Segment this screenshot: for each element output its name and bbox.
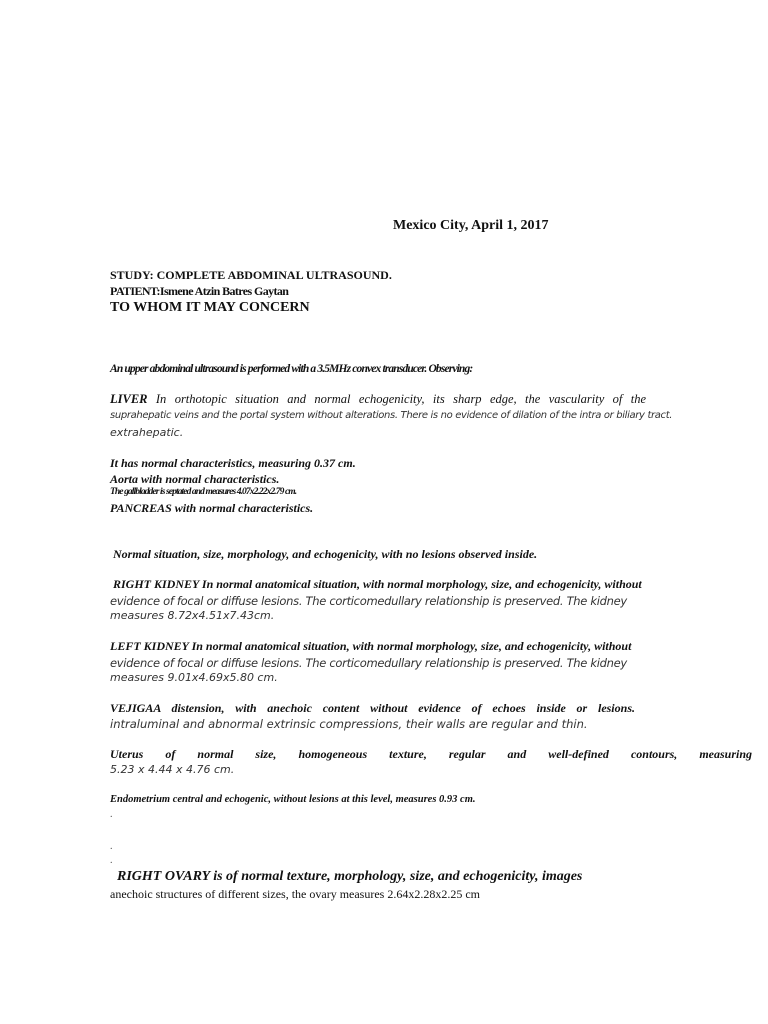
- pancreas-line: PANCREAS with normal characteristics.: [110, 501, 314, 515]
- report-date: Mexico City, April 1, 2017: [393, 218, 549, 233]
- liver-paragraph-line2: suprahepatic veins and the portal system without alterations. There is no evidence of dilation of the intra or biliary tract.: [110, 410, 673, 421]
- uterus-line1: Uterus of normal size, homogeneous texture, regular and well-defined contours, measuring: [110, 747, 752, 761]
- intro-paragraph: An upper abdominal ultrasound is performed with a 3.5MHz convex transducer. Observing:: [110, 363, 473, 375]
- patient-name: PATIENT:Ismene Atzin Batres Gaytan: [110, 284, 289, 298]
- right-kidney-line1: RIGHT KIDNEY In normal anatomical situation, with normal morphology, size, and echogenicity, without: [113, 577, 642, 591]
- bladder-line2: intraluminal and abnormal extrinsic compressions, their walls are regular and thin.: [110, 717, 588, 731]
- salutation: TO WHOM IT MAY CONCERN: [110, 300, 310, 315]
- stray-dot: .: [110, 841, 113, 852]
- right-ovary-line2: anechoic structures of different sizes, the ovary measures 2.64x2.28x2.25 cm: [110, 887, 480, 901]
- left-kidney-line2: evidence of focal or diffuse lesions. The corticomedullary relationship is preserved. The kidney: [110, 656, 627, 670]
- liver-line1-text: In orthotopic situation and normal echogenicity, its sharp edge, the vascularity of the: [147, 392, 646, 406]
- uterus-line2: 5.23 x 4.44 x 4.76 cm.: [110, 763, 235, 776]
- left-kidney-line3: measures 9.01x4.69x5.80 cm.: [110, 671, 278, 684]
- left-kidney-line1: LEFT KIDNEY In normal anatomical situation, with normal morphology, size, and echogenicity, without: [110, 639, 632, 653]
- gallbladder-line1: It has normal characteristics, measuring 0.37 cm.: [110, 456, 356, 470]
- liver-paragraph-line3: extrahepatic.: [110, 426, 184, 439]
- spleen-line: Normal situation, size, morphology, and echogenicity, with no lesions observed inside.: [113, 547, 538, 561]
- liver-label: LIVER: [110, 392, 148, 406]
- endometrium-line: Endometrium central and echogenic, without lesions at this level, measures 0.93 cm.: [110, 794, 476, 805]
- stray-dot: .: [110, 855, 113, 866]
- right-kidney-line2: evidence of focal or diffuse lesions. The corticomedullary relationship is preserved. The kidney: [110, 594, 627, 608]
- study-title: STUDY: COMPLETE ABDOMINAL ULTRASOUND.: [110, 268, 392, 282]
- right-kidney-line3: measures 8.72x4.51x7.43cm.: [110, 609, 275, 622]
- right-ovary-line1: RIGHT OVARY is of normal texture, morphology, size, and echogenicity, images: [117, 869, 583, 884]
- gallbladder-measure-line: The gallbladder is septated and measures 4.07x2.22x2.79 cm.: [110, 487, 297, 497]
- liver-paragraph-line1: [110, 392, 646, 407]
- stray-dot: .: [110, 809, 113, 820]
- aorta-line: Aorta with normal characteristics.: [110, 472, 280, 486]
- bladder-line1: VEJIGAA distension, with anechoic content without evidence of echoes inside or lesions.: [110, 701, 635, 715]
